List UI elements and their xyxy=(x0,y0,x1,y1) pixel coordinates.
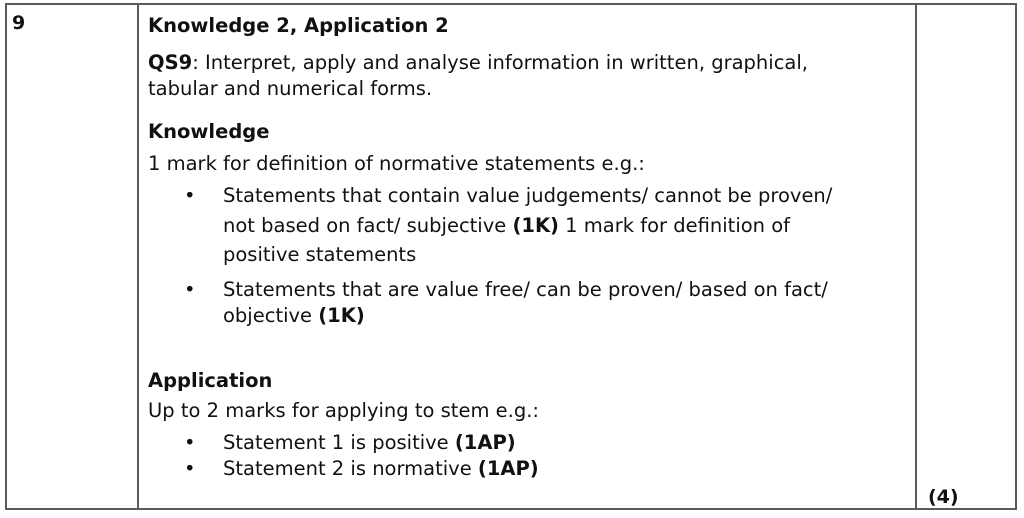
column-divider-2 xyxy=(915,3,917,510)
bullet-text: 1 mark for definition of xyxy=(558,214,791,237)
bullet-dot: • xyxy=(184,431,196,454)
table-top-border xyxy=(5,3,1017,5)
bullet-text: Statement 1 is positive xyxy=(223,431,455,454)
mark-code: (1AP) xyxy=(477,457,539,480)
knowledge-bullet-1-line-3: positive statements xyxy=(223,243,417,266)
table-right-border xyxy=(1015,3,1017,510)
question-number: 9 xyxy=(12,12,26,34)
bullet-text: not based on fact/ subjective xyxy=(223,214,513,237)
application-bullet-2 xyxy=(223,456,539,482)
qs-text-1: : Interpret, apply and analyse information in written, graphical, xyxy=(192,51,808,74)
application-bullet-1 xyxy=(223,430,516,456)
table-left-border xyxy=(5,3,7,510)
application-title: Application xyxy=(148,369,273,392)
mark-code: (1K) xyxy=(512,214,559,237)
bullet-text: Statement 2 is normative xyxy=(223,457,478,480)
qs-code: QS9 xyxy=(148,51,193,74)
qs-line-2: tabular and numerical forms. xyxy=(148,77,433,100)
knowledge-bullet-2-line-1: Statements that are value free/ can be proven/ based on fact/ xyxy=(223,278,828,301)
bullet-text: objective xyxy=(223,304,319,327)
section-heading: Knowledge 2, Application 2 xyxy=(148,14,449,37)
application-intro: Up to 2 marks for applying to stem e.g.: xyxy=(148,399,539,422)
column-divider-1 xyxy=(137,3,139,510)
table-bottom-border xyxy=(5,508,1017,510)
total-marks: (4) xyxy=(928,486,959,508)
bullet-dot: • xyxy=(184,278,196,301)
knowledge-bullet-1-line-2 xyxy=(223,213,790,239)
knowledge-intro: 1 mark for definition of normative statements e.g.: xyxy=(148,152,645,175)
bullet-dot: • xyxy=(184,457,196,480)
qs-line-1 xyxy=(148,50,808,76)
mark-code: (1K) xyxy=(318,304,365,327)
knowledge-title: Knowledge xyxy=(148,120,270,143)
knowledge-bullet-2-line-2 xyxy=(223,303,365,329)
bullet-dot: • xyxy=(184,184,196,207)
knowledge-bullet-1-line-1: Statements that contain value judgements/ cannot be proven/ xyxy=(223,184,833,207)
mark-code: (1AP) xyxy=(454,431,516,454)
